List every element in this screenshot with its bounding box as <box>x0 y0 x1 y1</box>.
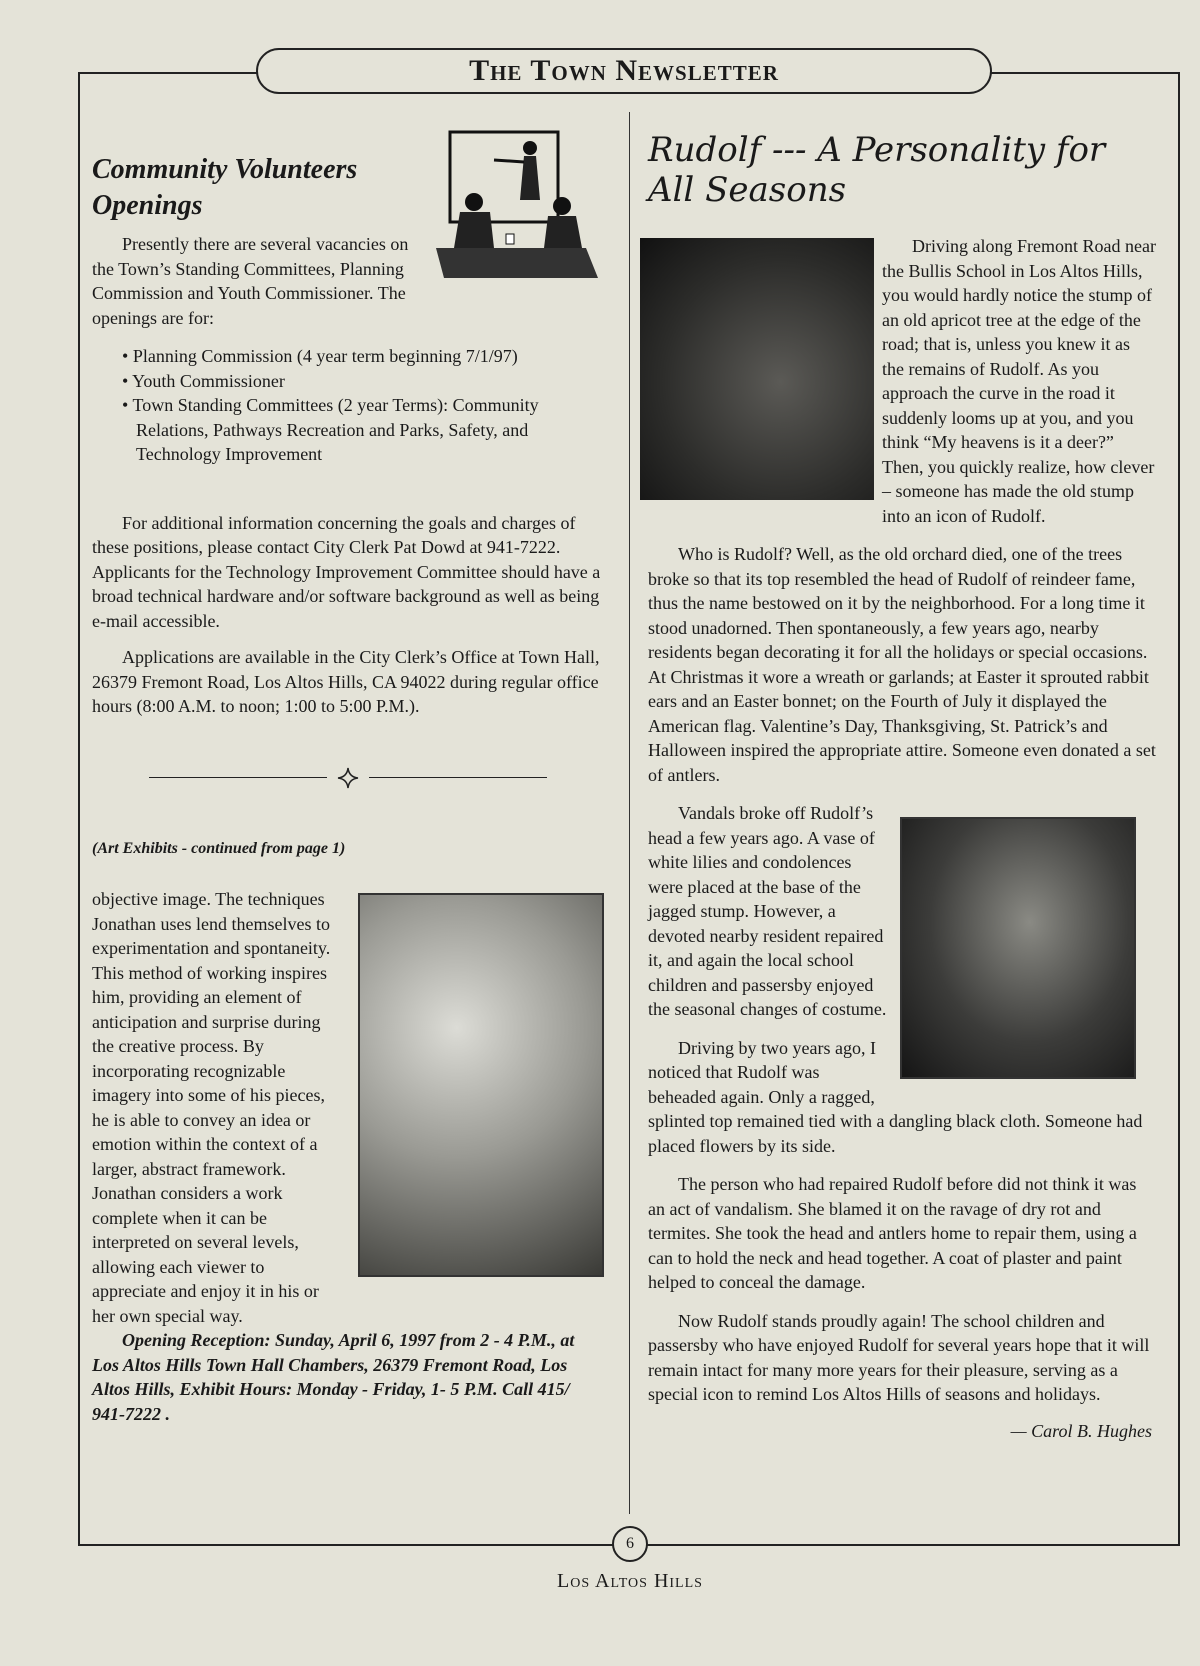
right-column <box>648 126 1156 1443</box>
opening-item: • Youth Commissioner <box>122 369 604 394</box>
rudolf-paragraph: Driving by two years ago, I noticed that Rudolf was beheaded again. Only a ragged, splinted top remained tied with a dangling black cloth. Someone had placed flowers by its side. <box>648 1037 1143 1156</box>
volunteers-intro: Presently there are several vacancies on the Town’s Standing Committees, Planning Commission and Youth Commissioner. The openings are for: <box>92 234 409 328</box>
masthead-title: The Town Newsletter <box>256 48 992 94</box>
rudolf-article <box>648 234 1156 1443</box>
opening-item: • Town Standing Committees (2 year Terms): Community Relations, Pathways Recreation and Parks, Safety, and Technology Improvement <box>122 393 604 467</box>
page-number: 6 <box>612 1526 648 1562</box>
author-signature: — Carol B. Hughes <box>1010 1420 1152 1441</box>
art-article <box>92 887 604 1328</box>
applications-paragraph: Applications are available in the City Clerk’s Office at Town Hall, 26379 Fremont Road, Los Altos Hills, CA 94022 during regular office hours (8:00 A.M. to noon; 1:00 to 5:00 P.M.). <box>92 647 600 716</box>
continued-label: (Art Exhibits - continued from page 1) <box>92 839 346 857</box>
footer-title: Los Altos Hills <box>557 1570 703 1592</box>
meeting-illustration <box>436 130 598 278</box>
rudolf-photo-ears <box>900 817 1136 1079</box>
diamond-icon <box>337 767 359 789</box>
column-divider <box>629 112 630 1514</box>
section-ornament <box>92 767 604 789</box>
artwork-photo <box>358 893 604 1277</box>
volunteers-heading: Community Volunteers Openings <box>92 154 358 221</box>
rudolf-photo-stump <box>640 238 874 500</box>
rudolf-paragraph: Vandals broke off Rudolf’s head a few years ago. A vase of white lilies and condolences were placed at the base of the jagged stump. However, a devoted nearby resident repaired it, and again the local school children and passersby enjoyed the seasonal changes of costume. <box>648 803 887 1019</box>
rudolf-paragraph: The person who had repaired Rudolf before did not think it was an act of vandalism. She blamed it on the ravage of dry rot and termites. She took the head and antlers home to repair them, using a can to hold the neck and head together. A coat of plaster and paint helped to conceal the damage. <box>648 1174 1137 1292</box>
opening-item: • Planning Commission (4 year term beginning 7/1/97) <box>122 344 604 369</box>
art-text: objective image. The techniques Jonathan uses lend themselves to experimentation and spontaneity. This method of working inspires him, providing an element of anticipation and surprise during the creative process. By incorporating recognizable imagery into some of his pieces, he is able to convey an idea or emotion within the context of a larger, abstract framework. Jonathan considers a work complete when it can be interpreted on several levels, allowing each viewer to appreciate and enjoy it in his or her own special way. <box>92 889 331 1326</box>
reception-info: Opening Reception: Sunday, April 6, 1997 from 2 - 4 P.M., at Los Altos Hills Town Hall Chambers, 26379 Fremont Road, Los Altos Hills, Exhibit Hours: Monday - Friday, 1- 5 P.M. Call 415/ 941-7222 . <box>92 1330 575 1424</box>
rudolf-paragraph: Who is Rudolf? Well, as the old orchard died, one of the trees broke so that its top resembled the head of Rudolf of reindeer fame, thus the name bestowed on it by the neighborhood. For a long time it stood unadorned. Then spontaneously, a few years ago, nearby residents began decorating it for all the holidays or special occasions. At Christmas it wore a wreath or garlands; at Easter it sprouted rabbit ears and an Easter bonnet; on the Fourth of July it displayed the American flag. Valentine’s Day, Thanksgiving, St. Patrick’s and Halloween inspired the appropriate attire. Someone even donated a set of antlers. <box>648 544 1156 785</box>
openings-list <box>122 344 604 467</box>
rudolf-paragraph: Now Rudolf stands proudly again! The school children and passersby who have enjoyed Rudolf for several years hope that it will remain intact for many more years for their pleasure, serving as a special icon to remind Los Altos Hills of seasons and holidays. <box>648 1310 1150 1404</box>
rudolf-heading: Rudolf --- A Personality for All Seasons <box>648 130 1106 210</box>
info-paragraph: For additional information concerning the goals and charges of these positions, please contact City Clerk Pat Dowd at 941-7222. Applicants for the Technology Improvement Committee should have a broad technical hardware and/or software background as well as being e-mail accessible. <box>92 512 601 631</box>
left-column <box>92 126 604 1426</box>
rudolf-paragraph: Driving along Fremont Road near the Bullis School in Los Altos Hills, you would hardly notice the stump of an old apricot tree at the edge of the road; that is, unless you knew it as the remains of Rudolf. As you approach the curve in the road it suddenly looms up at you, and you think “My heavens is it a deer?” Then, you quickly realize, how clever – someone has made the old stump into an icon of Rudolf. <box>882 236 1156 526</box>
